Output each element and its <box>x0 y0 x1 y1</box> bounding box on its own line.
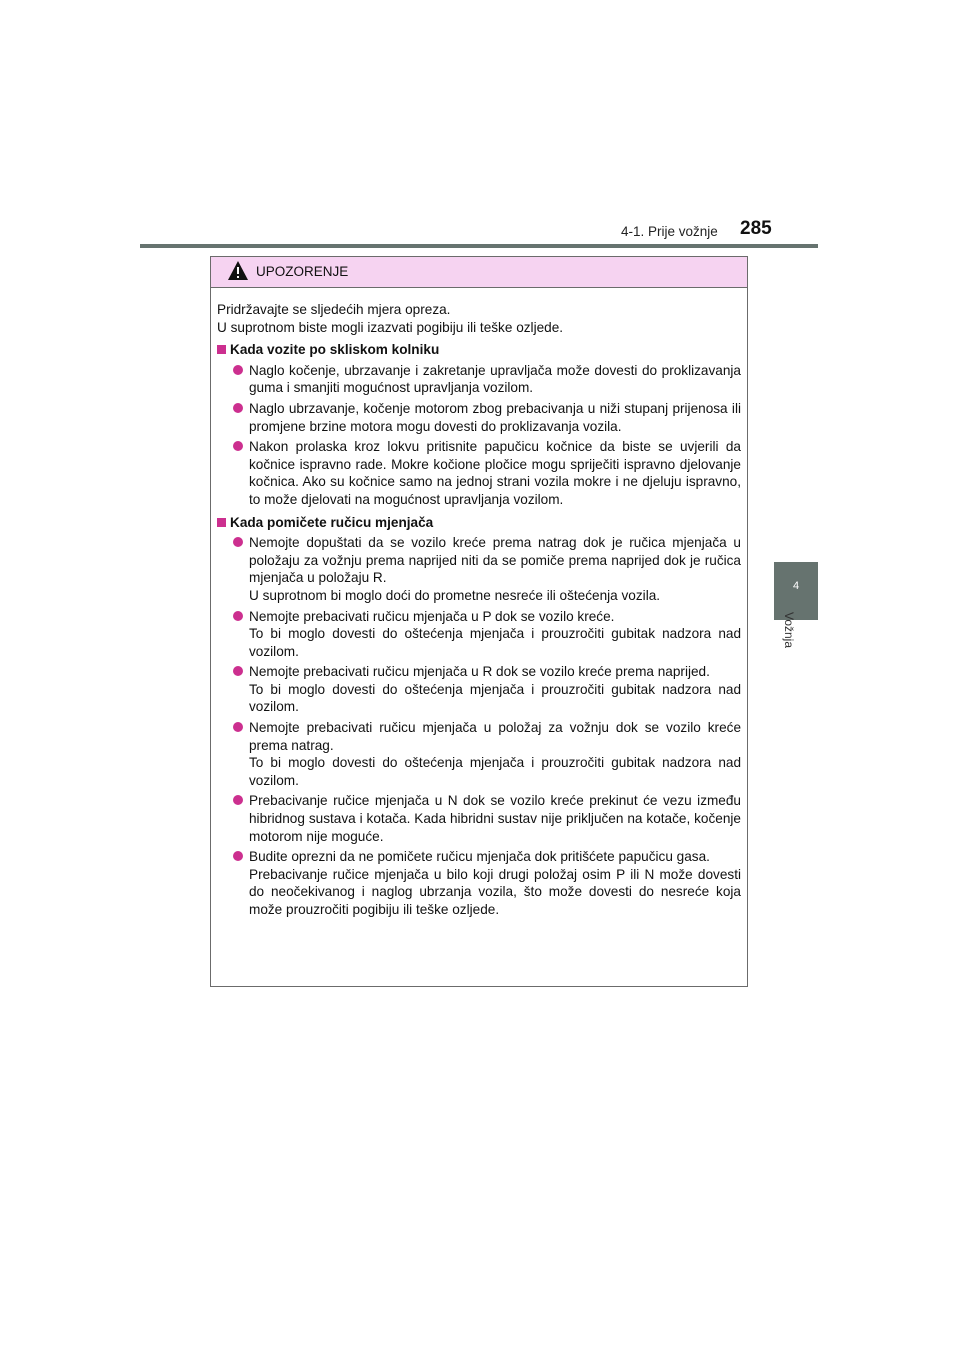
bullet-text: To bi moglo dovesti do oštećenja mjenjača i prouzročiti gubitak nadzora nad vozilom. <box>249 755 741 788</box>
intro-line: Pridržavajte se sljedećih mjera opreza. <box>217 302 451 317</box>
chapter-number: 4 <box>792 580 800 592</box>
warning-title: UPOZORENJE <box>256 264 349 279</box>
section-heading <box>217 341 741 359</box>
chapter-tab <box>774 562 818 620</box>
bullet-text: Nemojte dopuštati da se vozilo kreće prema natrag dok je ručica mjenjača u položaju za vožnju prema naprijed niti da se pomiče prema naprijed dok je ručica mjenjača u položaju R. <box>249 535 741 586</box>
page-number: 285 <box>740 218 772 239</box>
section-heading <box>217 514 741 532</box>
round-bullet-icon <box>233 851 243 861</box>
round-bullet-icon <box>233 795 243 805</box>
warning-header <box>211 257 747 288</box>
bullet-text: To bi moglo dovesti do oštećenja mjenjača i prouzročiti gubitak nadzora nad vozilom. <box>249 681 741 715</box>
bullet-text: U suprotnom bi moglo doći do prometne nesreće ili oštećenja vozila. <box>249 587 661 603</box>
header-section-title: 4-1. Prije vožnje <box>621 224 718 239</box>
bullet-text: Nemojte prebacivati ručicu mjenjača u R dok se vozilo kreće prema naprijed. <box>249 664 710 680</box>
bullet-item <box>217 608 741 661</box>
chapter-title: Vožnja <box>782 611 796 649</box>
bullet-text: Prebacivanje ručice mjenjača u N dok se vozilo kreće prekinut će vezu između hibridnog sustava i kotača. Kada hibridni sustav nije priključen na kotače, kočenje motorom nije moguće. <box>249 793 741 844</box>
bullet-text: Naglo ubrzavanje, kočenje motorom zbog prebacivanja u niži stupanj prijenosa ili promjene brzine motora mogu dovesti do proklizavanja vozila. <box>249 400 741 434</box>
bullet-item <box>217 362 741 397</box>
warning-body <box>211 288 747 919</box>
warning-triangle-icon <box>227 260 249 282</box>
bullet-text: Nemojte prebacivati ručicu mjenjača u položaj za vožnju dok se vozilo kreće prema natrag. <box>249 720 741 753</box>
round-bullet-icon <box>233 441 243 451</box>
intro-line: U suprotnom biste mogli izazvati pogibiju ili teške ozljede. <box>217 319 564 335</box>
bullet-item <box>217 848 741 918</box>
round-bullet-icon <box>233 722 243 732</box>
bullet-item <box>217 663 741 716</box>
bullet-item <box>217 534 741 604</box>
square-bullet-icon <box>217 518 226 527</box>
bullet-text: Nemojte prebacivati ručicu mjenjača u P dok se vozilo kreće. <box>249 608 615 624</box>
warning-box <box>210 256 748 987</box>
round-bullet-icon <box>233 403 243 413</box>
bullet-item <box>217 438 741 508</box>
bullet-text: Naglo kočenje, ubrzavanje i zakretanje upravljača može dovesti do proklizavanja guma i smanjiti mogućnost upravljanja vozilom. <box>249 362 741 396</box>
bullet-text: Budite oprezni da ne pomičete ručicu mjenjača dok pritišćete papučicu gasa. <box>249 849 710 865</box>
round-bullet-icon <box>233 365 243 375</box>
round-bullet-icon <box>233 537 243 547</box>
bullet-item <box>217 792 741 845</box>
section-heading-text: Kada vozite po skliskom kolniku <box>230 342 440 358</box>
round-bullet-icon <box>233 666 243 676</box>
bullet-item <box>217 719 741 789</box>
section-heading-text: Kada pomičete ručicu mjenjača <box>230 514 434 530</box>
round-bullet-icon <box>233 611 243 621</box>
square-bullet-icon <box>217 345 226 354</box>
warning-sections <box>217 341 741 918</box>
bullet-text: Nakon prolaska kroz lokvu pritisnite papučicu kočnice da biste se uvjerili da kočnice ispravno rade. Mokre kočione pločice mogu spriječiti ispravno djelovanje kočnica. Ako su kočnice samo na jednoj strani vozila mokre i ne djeluju ispravno, to može djelovati na mogućnost upravljanja vozilom. <box>249 439 741 507</box>
bullet-text: To bi moglo dovesti do oštećenja mjenjača i prouzročiti gubitak nadzora nad vozilom. <box>249 626 741 659</box>
bullet-item <box>217 400 741 435</box>
header-rule <box>140 244 818 248</box>
bullet-text: Prebacivanje ručice mjenjača u bilo koji drugi položaj osim P ili N može dovesti do neočekivanog i naglog ubrzanja vozila, što može dovesti do nesreće koja može prouzročiti pogibiju ili teške ozljede. <box>249 866 741 917</box>
